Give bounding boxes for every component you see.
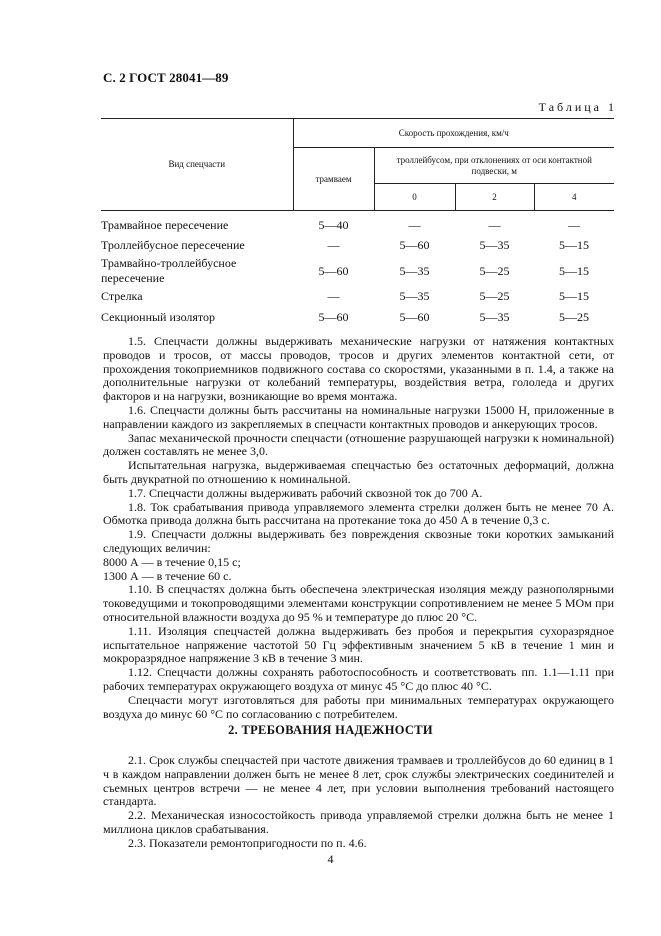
cell-tram: 5—40 [318,217,349,232]
cell-offset-4: 5—15 [559,263,589,278]
reliability-text [103,754,614,851]
table-row [101,236,614,257]
paragraph-2-3: 2.3. Показатели ремонтопригодности по п. 4.6. [128,835,367,850]
cell-offset-0: 5—35 [399,288,430,303]
cell-offset-2: 5—35 [479,309,510,324]
paragraph-1-10: 1.10. В спецчастях должна быть обеспечена электрическая изоляция между разнополярными токоведущими и токопроводящими элементами конструкции сопротивлением не менее 5 МОм при относительной влажности воздуха до 95 % и температуре до плюс 20 °С. [103,582,614,624]
section-title: 2. ТРЕБОВАНИЯ НАДЕЖНОСТИ [228,723,433,737]
table-row [101,307,614,328]
header-speed: Скорость прохождения, км/ч [293,119,614,148]
cell-offset-2: 5—25 [479,288,510,303]
cell-offset-4: — [568,217,580,232]
paragraph-1-7: 1.7. Спецчасти должны выдерживать рабочий сквозной ток до 700 А. [128,485,483,500]
table-row [101,286,614,307]
paragraph-2-2: 2.2. Механическая износостойкость привода управляемой стрелки должна быть не менее 1 миллиона циклов срабатывания. [103,808,614,836]
paragraph-1-8: 1.8. Ток срабатывания привода управляемого элемента стрелки должен быть не менее 70 А. Обмотка привода должна быть рассчитана на протекание тока до 450 А в течение 0,3 с. [103,499,614,528]
cell-offset-4: 5—15 [559,288,589,303]
table-row [101,256,614,286]
cell-offset-2: 5—35 [479,238,510,253]
header-tram: трамваем [293,148,374,211]
header-offset-0: 0 [374,184,455,211]
cell-offset-2: — [488,217,501,232]
paragraph-1-6-strength: Запас механической прочности спецчасти (отношение разрушающей нагрузки к номинальной) должен составлять не менее 3,0. [103,430,614,459]
cell-offset-0: 5—60 [399,309,430,324]
paragraph-1-12: 1.12. Спецчасти должны сохранять работоспособность и соответствовать пп. 1.1—1.11 при рабочих температурах окружающего воздуха от минус 45 °С до плюс 40 °С. [103,665,614,693]
paragraph-2-1: 2.1. Срок службы спецчастей при частоте движения трамваев и троллейбусов до 60 единиц в 1 ч в каждом направлении должен быть не менее 8 лет, срок службы электрических соединителей и съемных центров встречи — не менее 4 лет, при условии выполнения требований настоящего стандарта. [103,753,614,809]
page-header: С. 2 ГОСТ 28041—89 [103,70,229,85]
cell-offset-4: 5—15 [559,238,589,253]
row-name: Троллейбусное пересечение [101,238,245,253]
paragraph-1-9-item-b: 1300 А — в течение 60 с. [103,568,232,583]
cell-tram: 5—60 [318,309,349,324]
header-trolleybus: троллейбусом, при отклонениях от оси контактной подвески, м [374,148,614,184]
paragraph-1-11: 1.11. Изоляция спецчастей должна выдерживать без пробоя и перекрытия сухоразрядное испытательное напряжение частотой 50 Гц эффективным значением 5 кВ в течение 1 мин и мокроразрядное напряжение 3 кВ в течение 3 мин. [103,623,614,666]
page-number: 4 [327,852,334,866]
row-name: Стрелка [101,288,143,303]
cell-offset-2: 5—25 [479,263,510,278]
cell-tram: 5—60 [318,263,349,278]
cell-tram: — [327,288,340,303]
cell-offset-4: 5—25 [559,309,589,324]
row-name: Трамвайно-троллейбусное пересечение [101,256,237,286]
cell-offset-0: — [408,217,421,232]
paragraph-1-5: 1.5. Спецчасти должны выдерживать механические нагрузки от натяжения контактных проводов и тросов, от массы проводов, тросов и других элементов контактной сети, от прохождения токоприемников подвижного состава со скоростями, указанными в п. 1.4, а также на дополнительные нагрузки от колебаний температуры, воздействия ветра, гололеда и других факторов и на нагрузки, возникающие во время монтажа. [103,334,614,404]
row-name: Трамвайное пересечение [101,217,229,232]
table-row [101,211,614,236]
requirements-text [103,335,614,721]
table-caption: Таблица 1 [538,100,617,114]
row-name: Секционный изолятор [101,309,216,324]
paragraph-1-6: 1.6. Спецчасти должны быть рассчитаны на номинальные нагрузки 15000 Н, приложенные в направлении каждого из закрепляемых в спецчасти контактных проводов и анкерующих тросов. [103,402,614,431]
header-offset-2: 2 [455,184,534,211]
paragraph-1-12-low-temp: Спецчасти могут изготовляться для работы при минимальных температурах окружающего воздуха до минус 60 °С по согласованию с потребителем. [103,692,614,721]
speed-table [101,118,614,327]
paragraph-1-9: 1.9. Спецчасти должны выдерживать без повреждения сквозные токи коротких замыканий следующих величин: [103,527,614,555]
paragraph-1-9-item-a: 8000 А — в течение 0,15 с; [103,554,241,569]
header-part-type: Вид спецчасти [101,119,293,211]
paragraph-1-6-test-load: Испытательная нагрузка, выдерживаемая спецчастью без остаточных деформаций, должна быть двукратной по отношению к номинальной. [103,458,614,486]
cell-offset-0: 5—35 [399,263,430,278]
cell-offset-0: 5—60 [399,238,430,253]
header-offset-4: 4 [534,184,614,211]
cell-tram: — [327,238,340,253]
